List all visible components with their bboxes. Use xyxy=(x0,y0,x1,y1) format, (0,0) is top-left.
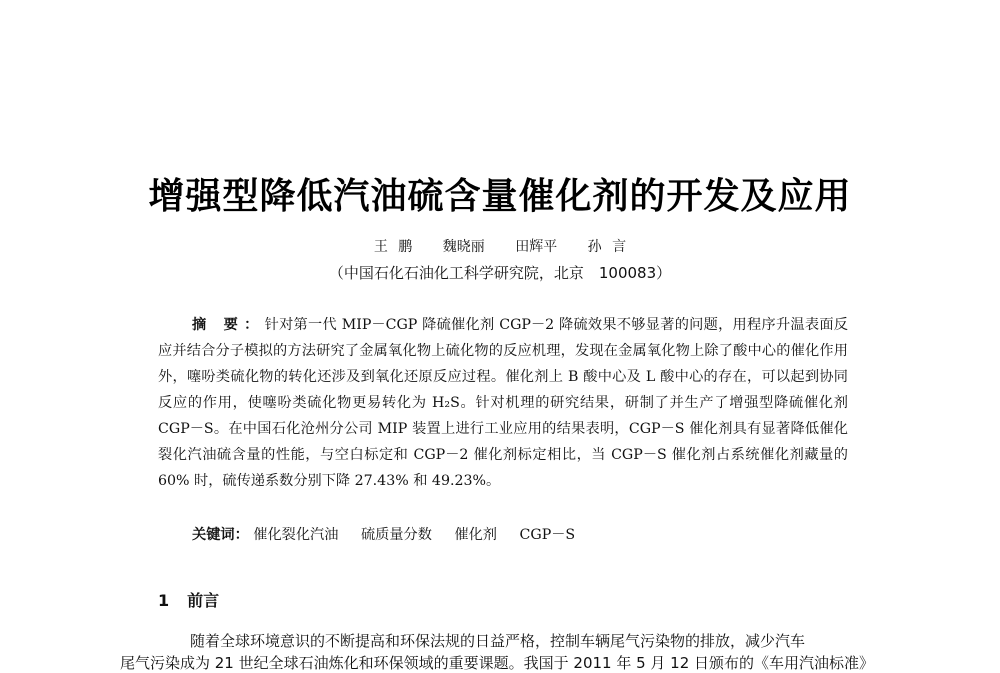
author-2: 魏晓丽 xyxy=(442,239,485,255)
keywords xyxy=(192,524,593,544)
affiliation: （中国石化石油化工科学研究院，北京 100083） xyxy=(328,264,672,282)
author-1: 王 鹏 xyxy=(373,239,413,255)
keyword-1: 催化裂化汽油 xyxy=(253,527,339,543)
keywords-label: 关键词： xyxy=(192,527,249,543)
author-4: 孙 言 xyxy=(587,239,627,255)
author-list xyxy=(0,236,1000,256)
abstract-text: 针对第一代 MIP－CGP 降硫催化剂 CGP－2 降硫效果不够显著的问题，用程序升温表面反应并结合分子模拟的方法研究了金属氧化物上硫化物的反应机理，发现在金属氧化物上除了酸中心的催化作用外，噻吩类硫化物的转化还涉及到氧化还原反应过程。催化剂上 B 酸中心及 L 酸中心的存在，可以起到协同反应的作用，使噻吩类硫化物更易转化为 H₂S。针对机理的研究结果，研制了并生产了增强型降硫催化剂 CGP－S。在中国石化沧州分公司 MIP 装置上进行工业应用的结果表明，CGP－S 催化剂具有显著降低催化裂化汽油硫含量的性能，与空白标定和 CGP－2 催化剂标定相比，当 CGP－S 催化剂占系统催化剂藏量的 60% 时，硫传递系数分别下降 27.43% 和 49.23%。 xyxy=(158,317,848,489)
section-heading xyxy=(158,588,219,611)
abstract-label: 摘 要： xyxy=(192,317,265,333)
section-title: 前言 xyxy=(187,591,220,610)
keyword-2: 硫质量分数 xyxy=(360,527,432,543)
keyword-4: CGP－S xyxy=(519,527,576,543)
author-3: 田辉平 xyxy=(515,239,558,255)
section-number: 1 xyxy=(158,591,170,610)
paper-title: 增强型降低汽油硫含量催化剂的开发及应用 xyxy=(148,176,852,217)
body-text-line-1: 随着全球环境意识的不断提高和环保法规的日益严格，控制车辆尾气污染物的排放，减少汽车 xyxy=(190,632,806,650)
abstract xyxy=(158,312,848,494)
body-text-line-2: 尾气污染成为 21 世纪全球石油炼化和环保领域的重要课题。我国于 2011 年 5 月 12 日颁布的《车用汽油标准》 xyxy=(120,654,875,672)
keyword-3: 催化剂 xyxy=(454,527,497,543)
